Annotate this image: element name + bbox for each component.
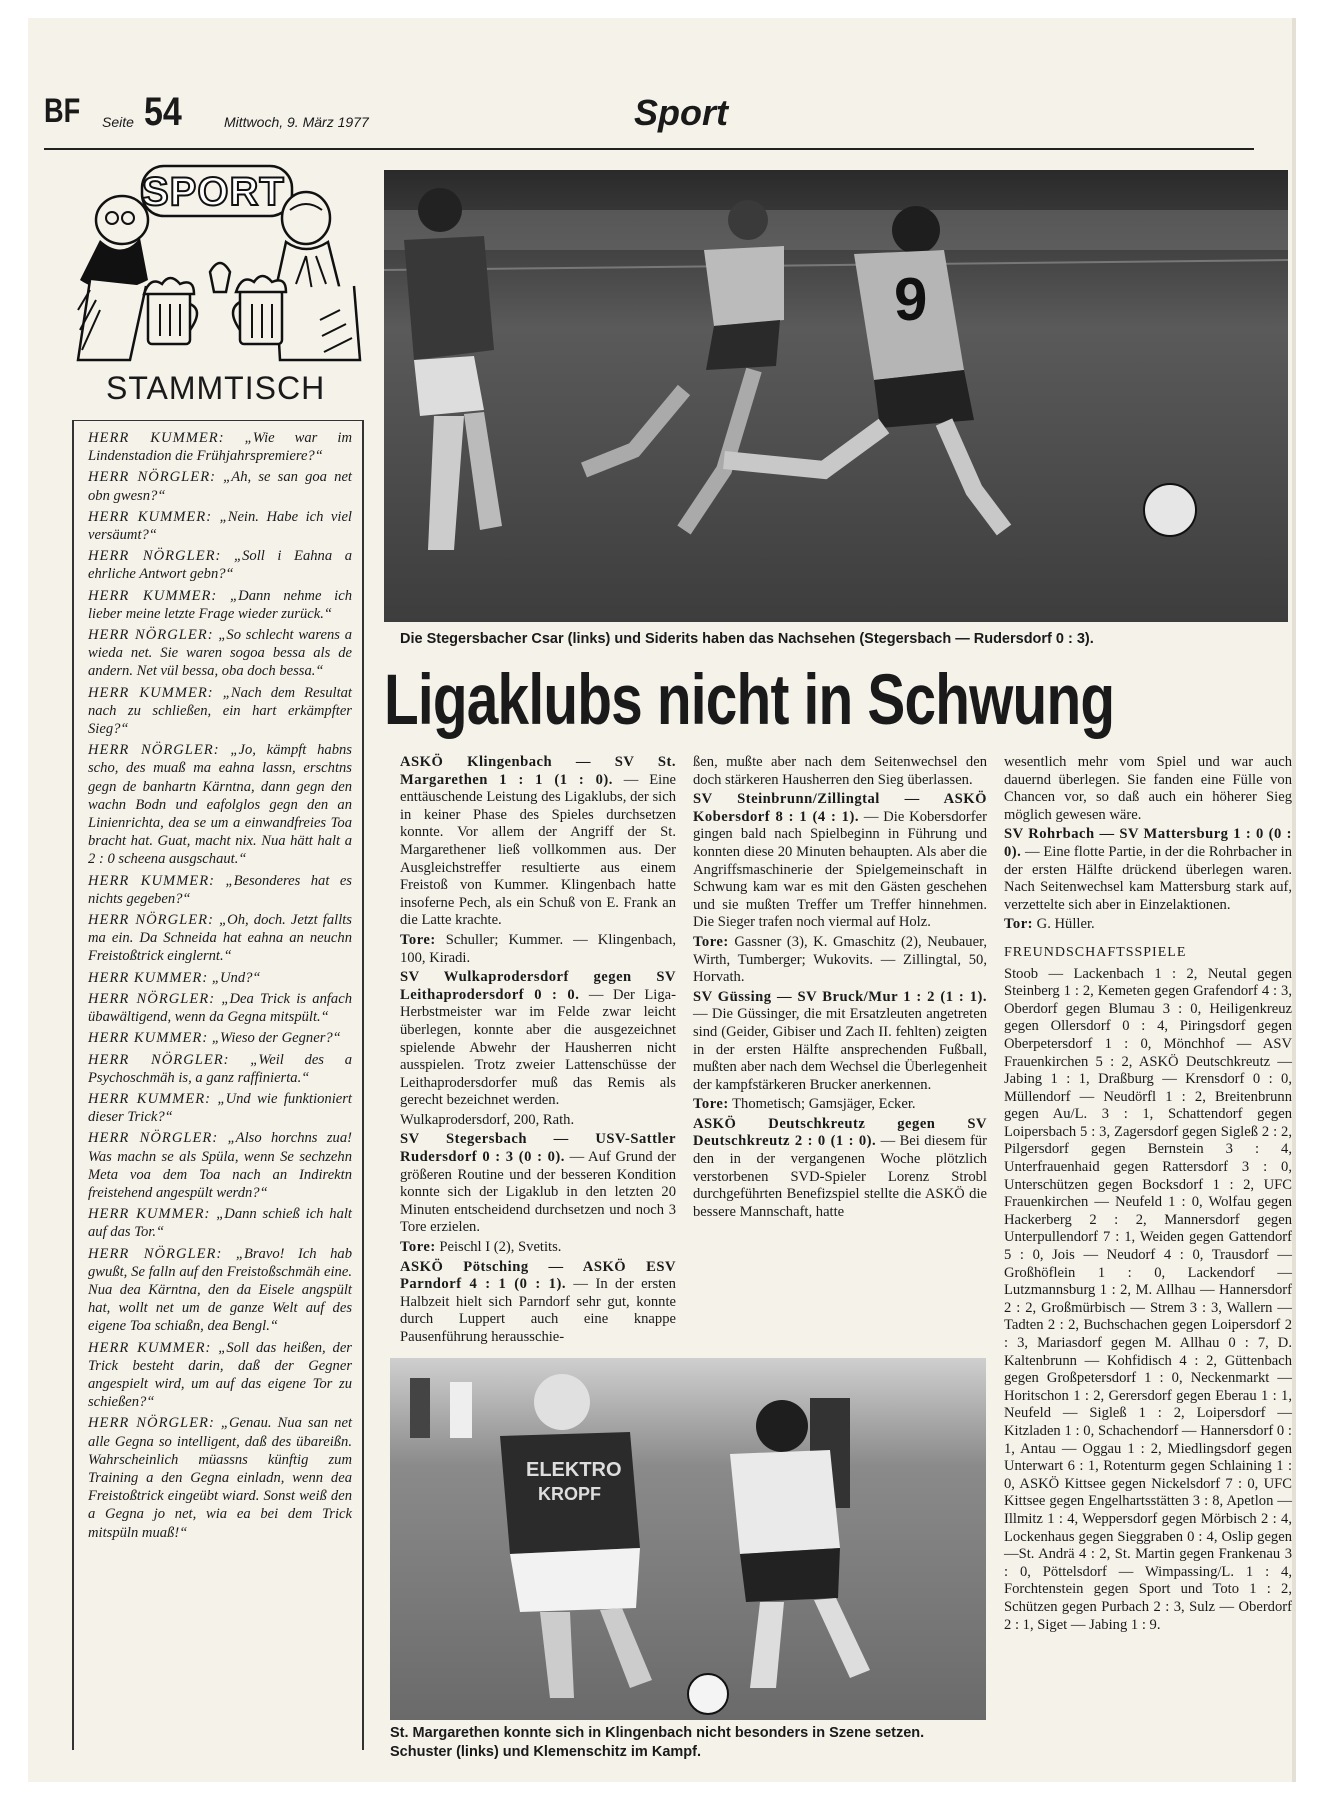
dialogue-line [88,468,352,504]
speaker-name: HERR KUMMER: [88,1206,211,1223]
match-text: — Die Kobersdorfer gingen bald nach Spielbeginn in Führung und konnten diese 20 Minuten behaupten. Als aber die Angriffsmaschinerie der Spielgemeinschaft in Schwung kam war es mit den Gästen geschehen und sie mußten Treffer um Treffer hinnehmen. Die Sieger trafen noch viermal auf Holz. [693,808,987,931]
speaker-name: HERR NÖRGLER: [88,1130,219,1147]
bf-logo: BF [44,92,81,130]
speaker-name: HERR NÖRGLER: [88,912,214,929]
speaker-name: HERR NÖRGLER: [88,1415,215,1432]
section-title: Sport [634,92,728,133]
dialogue-line [88,508,352,544]
dialogue-text: „Ah, se san goa net obn gwesn?“ [88,469,352,504]
dialogue-line [88,587,352,623]
dialogue-line [88,1129,352,1202]
match-text: Schuller; Kummer. — Klingenbach, 100, Kiradi. [400,931,676,966]
dialogue-text: „Weil des a Psychoschmäh is, a ganz raffinierta.“ [88,1051,352,1086]
match-photo-top [384,170,1288,622]
dialogue-line [88,1414,352,1541]
article-column-2 [693,754,987,1223]
dialogue-text: „Soll i Eahna a ehrliche Antwort gebn?“ [88,548,353,583]
match-text: G. Hüller. [1033,916,1095,933]
match-text: — Eine enttäuschende Leistung des Ligaklubs, der sich in keiner Phase des Spieles durchsetzen konnte. Vor allem der Angriff der St. Margarethener ließ vollkommen aus. Der Ausgleichstreffer resultierte aus einem Freistoß von Kummer. Klingenbach hatte insoferne Pech, als ein Schuß von E. Frank an die Latte krachte. [400,771,676,929]
match-result: ASKÖ Pötsching — ASKÖ ESV Parndorf 4 : 1 (0 : 1). [400,1258,676,1293]
article-column-3 [1004,754,1292,1636]
dialogue-line [88,1029,352,1047]
speaker-name: HERR NÖRGLER: [88,469,216,486]
dialogue-line [88,547,352,583]
match-result: ASKÖ Deutschkreutz gegen SV Deutschkreutz 2 : 0 (1 : 0). [693,1115,987,1150]
match-report [400,1112,676,1130]
article-headline: Ligaklubs nicht in Schwung [384,661,1115,740]
dialogue-line [88,1051,352,1087]
match-result: Tore: [693,933,729,950]
dialogue-line [88,684,352,739]
match-result: SV Rohrbach — SV Mattersburg 1 : 0 (0 : 0). [1004,826,1292,860]
match-report [400,1131,676,1237]
shirt-number: 9 [894,266,928,333]
match-text: — Der Liga-Herbstmeister war im Felde zwar leicht überlegen, konnte aber die ausgezeichnet spielende Abwehr der Hausherren nicht ausspielen. Trotz zweier Lattenschüsse der Leithaprodersdorfer muß das Remis als gerecht bezeichnet werden. [400,986,676,1109]
match-text: Wulkaprodersdorf, 200, Rath. [400,1111,575,1128]
dialogue-text: „Soll das heißen, der Trick besteht darin, daß der Gegner angespielt wird, um auf das eigene Tor zu schießen?“ [88,1339,352,1411]
match-text: — Eine flotte Partie, in der die Rohrbacher in der ersten Hälfte drückend überlegen waren. Nach Seitenwechsel kam Mattersburg stark auf, verzettelte sich aber in Einzelaktionen. [1004,843,1292,913]
match-report [400,754,676,930]
dialogue-text: „Genau. Nua san net alle Gegna so intelligent, daß des übareißn. Wahrscheinlich müassns künftig zum Training a den Gegna einladn, wenn dea Freistoßtrick eingeübt wiard. Sonst weiß den a Gegna jo net, wia ea bei dem Trick mitspüln muaß!“ [88,1415,353,1541]
stammtisch-logo [70,160,366,416]
dialogue-text: „Nein. Habe ich viel versäumt?“ [88,508,352,544]
dialogue-line [88,990,352,1026]
photo-caption-bottom: St. Margarethen konnte sich in Klingenbach nicht besonders in Szene setzen. Schuster (links) und Klemenschitz im Kampf. [390,1725,925,1760]
speaker-name: HERR NÖRGLER: [88,990,216,1007]
match-result: Tore: [400,931,436,948]
friendly-matches-title: FREUNDSCHAFTSSPIELE [1004,944,1187,960]
issue-date: Mittwoch, 9. März 1977 [224,114,369,130]
speaker-name: HERR NÖRGLER: [88,1245,223,1262]
speaker-name: HERR KUMMER: [88,969,209,986]
seite-label: Seite [102,114,134,130]
speaker-name: HERR KUMMER: [88,587,218,604]
dialogue-text: „Besonderes hat es nichts gegeben?“ [88,872,352,907]
speaker-name: HERR KUMMER: [88,1339,212,1356]
match-result: Tor: [1004,916,1034,933]
page-header [44,88,1254,150]
dialogue-line [88,429,352,465]
speaker-name: HERR NÖRGLER: [88,627,214,644]
dialogue-line [88,872,352,908]
speaker-name: HERR KUMMER: [88,684,214,701]
match-text: — Die Güssinger, die mit Ersatzleuten angetreten sind (Geider, Gibiser und Zach II. fehlten) zeigten in der ersten Hälfte ansprechenden Fußball, mußten aber nach dem Wechsel die Überlegenheit der kampfstärkeren Brucker anerkennen. [693,1006,987,1093]
match-text: Peischl I (2), Svetits. [435,1239,562,1256]
match-text: — Auf Grund der größeren Routine und der besseren Kondition konnte sich der Ligaklub in den letzten 20 Minuten entscheidend durchsetzen und noch 3 Tore erzielen. [400,1149,676,1236]
dialogue-text: „Wieso der Gegner?“ [211,1030,341,1047]
speaker-name: HERR NÖRGLER: [88,1051,230,1068]
dialogue-text: „Dann nehme ich lieber meine letzte Frage wieder zurück.“ [88,587,352,622]
dialogue-line [88,741,352,868]
football-players-photo [384,170,1288,622]
dialogue-text: „Bravo! Ich hab gwußt, Se falln auf den Freistoßschmäh eine. Nua dea Kärntna, den da Eisele angspült hat, wollt net um de ganze Welt auf des eigene Toa schiaßn, dea Bengl.“ [88,1245,352,1335]
friendly-matches-results: Stoob — Lackenbach 1 : 2, Neutal gegen Steinberg 1 : 2, Kemeten gegen Grafendorf 4 : 3, Oberdorf gegen Blumau 3 : 0, Heiligenkreuz gegen Ollersdorf 0 : 4, Piringsdorf gegen Oberpetersdorf 1 : 0, Mönchhof — ASV Frauenkirchen 5 : 2, ASKÖ Deutschkreutz — Jabing 1 : 1, Draßburg — Krensdorf 0 : 0, Müllendorf — Neudörfl 1 : 2, Breitenbrunn gegen Au/L. 3 : 1, Schattendorf gegen Loipersbach 5 : 3, Zagersdorf gegen Sigleß 2 : 2, Pilgersdorf gegen Bernstein 3 : 4, Unterfrauenhaid gegen Rattersdorf 3 : 0, Unterschützen gegen Bocksdorf 1 : 2, UFC Frauenkirchen — Neufeld 1 : 0, Wolfau gegen Hackerberg 2 : 2, Mannersdorf gegen Unterpullendorf 7 : 1, Weiden gegen Gattendorf 5 : 0, Jois — Neudorf 4 : 0, Trausdorf — Großhöflein 1 : 0, Lackendorf — Lutzmannsburg 1 : 2, M. Allhau — Hannersdorf 2 : 2, Großmürbisch — Strem 3 : 3, Wallern — Tadten 2 : 2, Buchschachen gegen Loipersdorf 2 : 3, Mariasdorf gegen M. Allhau 0 : 7, D. Kaltenbrunn — Kohfidisch 4 : 2, Güttenbach gegen Großpetersdorf 1 : 0, Neckenmarkt — Horitschon 1 : 2, Gerersdorf gegen Eberau 1 : 1, Neufeld — Sigleß 1 : 2, Loipersdorf — Kitzladen 1 : 0, Schachendorf — Hannersdorf 0 : 1, Antau — Oggau 1 : 2, Miedlingsdorf gegen Unterwart 6 : 1, Rotenturm gegen Schlaining 1 : 0, ASKÖ Kittsee gegen Nickelsdorf 7 : 0, UFC Kittsee gegen Engelhartsstätten 3 : 8, Apetlon — Illmitz 1 : 4, Weppersdorf gegen Mörbisch 2 : 4, Lockenhaus gegen Sieggraben 0 : 4, Oslip gegen —St. Andrä 4 : 2, St. Martin gegen Frankenau 3 : 0, Pöttelsdorf — Wimpassing/L. 1 : 4, Forchtenstein gegen Sport und Toto 1 : 2, Schützen gegen Purbach 2 : 3, Sulz — Oberdorf 2 : 1, Siget — Jabing 1 : 9. [1004,965,1292,1633]
logo-title: SPORT [142,170,285,214]
dialogue-text: „Und wie funktioniert dieser Trick?“ [88,1090,352,1126]
match-result: SV Güssing — SV Bruck/Mur 1 : 2 (1 : 1). [693,988,987,1005]
dialogue-line [88,1090,352,1126]
dialogue-text: „Wie war im Lindenstadion die Frühjahrspremiere?“ [88,430,352,465]
match-text: — In der ersten Halbzeit hielt sich Parndorf sehr gut, konnte durch Luppert auch eine knappe Pausenführung herausschie- [400,1276,676,1345]
match-result: SV Wulkaprodersdorf gegen SV Leithaprodersdorf 0 : 0. [400,969,676,1003]
speaker-name: HERR NÖRGLER: [88,548,222,565]
stammtisch-dialogue [72,420,364,1750]
speaker-name: HERR KUMMER: [88,872,215,889]
match-report [693,934,987,987]
match-report [1004,916,1292,934]
dialogue-text: „So schlecht warens a wieda net. Sie waren sogoa bessa als de andern. Net vül bessa, oba doch bessa.“ [88,627,352,680]
speaker-name: HERR KUMMER: [88,1090,212,1107]
dialogue-line [88,1339,352,1412]
match-text: Thometisch; Gamsjäger, Ecker. [728,1096,916,1113]
match-report [400,1259,676,1347]
match-photo-bottom [390,1358,986,1720]
shirt-sponsor-2: KROPF [538,1484,601,1504]
match-report [400,1239,676,1257]
match-result: Tore: [400,1239,436,1256]
page-number: 54 [144,90,182,134]
dialogue-text: „Jo, kämpft habns scho, des muaß ma eahna lassn, erschtns gegn de banhartn Kärntna, dann gegn den wachn Bodn und eafolglos gegn den an Linienrichta, dea se um a einwandfreies Toa bracht hat. Guat, macht nix. Nua hätt halt a 2 : 0 scheena ausgschaut.“ [88,742,352,868]
match-text: Gassner (3), K. Gmaschitz (2), Neubauer, Wirth, Tumberger; Wukovits. — Zillingtal, 50, Horvath. [693,933,987,986]
dialogue-line [88,1205,352,1241]
match-report [400,932,676,967]
match-report [693,754,987,789]
match-result: ASKÖ Klingenbach — SV St. Margarethen 1 : 1 (1 : 0). [400,754,676,788]
match-text: ßen, mußte aber nach dem Seitenwechsel den doch stärkeren Hausherren den Sieg überlassen. [693,754,987,788]
dialogue-line [88,626,352,681]
speaker-name: HERR KUMMER: [88,508,213,525]
dialogue-text: „Dann schieß ich halt auf das Tor.“ [88,1206,352,1241]
dialogue-text: „Dea Trick is anfach übawältigend, wenn da Gegna mitspült.“ [88,990,352,1026]
article-column-1 [400,754,676,1349]
match-result: Tore: [693,1096,729,1113]
football-duel-photo [390,1358,986,1720]
dialogue-text: „Nach dem Resultat nach zu schließen, ein hart erkämpfter Sieg?“ [88,684,352,738]
match-report [1004,826,1292,914]
shirt-sponsor-1: ELEKTRO [526,1459,622,1481]
match-report [693,989,987,1095]
match-report [693,1096,987,1114]
speaker-name: HERR KUMMER: [88,1030,209,1047]
match-report [1004,754,1292,824]
dialogue-text: „Oh, doch. Jetzt fallts ma ein. Da Schneida hat eahna an neuchn Freistoßtrick einglernt.“ [88,912,352,965]
speaker-name: HERR KUMMER: [88,430,225,446]
speaker-name: HERR NÖRGLER: [88,742,220,759]
photo-caption-top: Die Stegersbacher Csar (links) und Siderits haben das Nachsehen (Stegersbach — Rudersdorf 0 : 3). [400,631,1094,647]
match-result: SV Stegersbach — USV-Sattler Rudersdorf 0 : 3 (0 : 0). [400,1131,676,1166]
match-text: wesentlich mehr vom Spiel und war auch dauernd überlegen. Sie fanden eine Fülle von Chancen vor, so daß auch ein höherer Sieg möglich gewesen wäre. [1004,754,1292,823]
dialogue-line [88,969,352,987]
match-report [693,791,987,932]
dialogue-text: „Und?“ [211,969,261,986]
logo-subtitle: STAMMTISCH [106,370,326,406]
match-text: — Bei diesem für den in der vergangenen Woche plötzlich verstorbenen SVD-Spieler Lorenz Strobl durchgeführten Benefizspiel stellte die ASKÖ die bessere Mannschaft, hatte [693,1133,987,1220]
dialogue-text: „Also horchns zua! Was machn se als Spüla, wenn Se sechzehn Meta voa dem Toa nach an Indirektn freistehend angespült werdn?“ [88,1130,352,1201]
dialogue-line [88,911,352,966]
match-report [400,969,676,1110]
match-report [693,1116,987,1222]
match-result: SV Steinbrunn/Zillingtal — ASKÖ Kobersdorf 8 : 1 (4 : 1). [693,791,987,825]
dialogue-line [88,1245,352,1336]
